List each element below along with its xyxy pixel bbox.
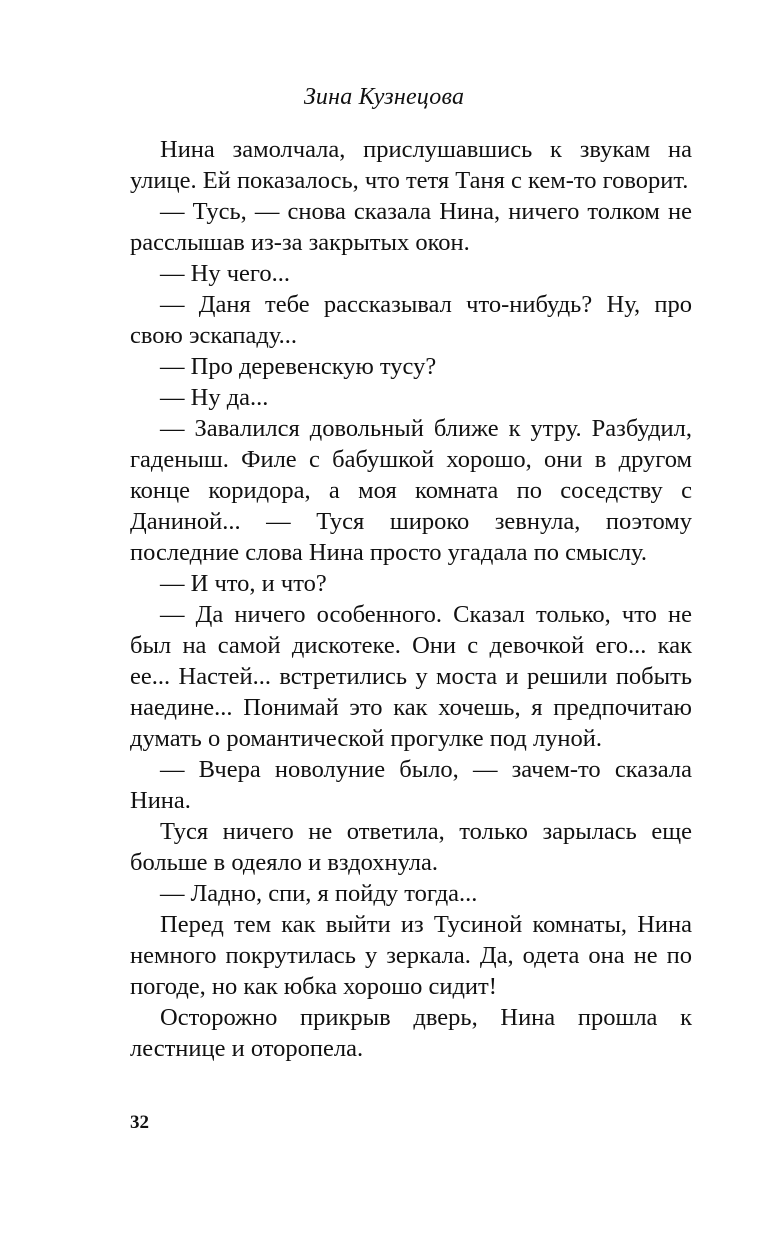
paragraph: — Завалился довольный ближе к утру. Разбудил, гаденыш. Филе с бабушкой хорошо, они в другом конце коридора, а моя комната по соседству с Даниной... — Туся широко зевнула, поэтому последние слова Нина просто угадала по смыслу. [130, 415, 692, 566]
paragraph: Туся ничего не ответила, только зарылась еще больше в одеяло и вздохнула. [130, 818, 692, 876]
paragraph: — Про деревенскую тусу? [160, 353, 437, 380]
paragraph: — Ну чего... [160, 260, 290, 287]
page-number: 32 [130, 1112, 149, 1133]
paragraph: — Даня тебе рассказывал что-нибудь? Ну, про свою эскападу... [130, 291, 692, 349]
paragraph: Нина замолчала, прислушавшись к звукам на улице. Ей показалось, что тетя Таня с кем-то говорит. [130, 136, 692, 194]
paragraph: Перед тем как выйти из Тусиной комнаты, Нина немного покрутилась у зеркала. Да, одета она не по погоде, но как юбка хорошо сидит! [130, 911, 692, 1000]
paragraph: — Да ничего особенного. Сказал только, что не был на самой дискотеке. Они с девочкой его... как ее... Настей... встретились у моста и решили побыть наедине... Понимай это как хочешь, я предпочитаю думать о романтической прогулке под луной. [130, 601, 692, 752]
running-header-author: Зина Кузнецова [303, 84, 465, 110]
paragraph: — Ну да... [160, 384, 269, 411]
paragraph: — Ладно, спи, я пойду тогда... [160, 880, 478, 907]
paragraph: — И что, и что? [160, 570, 327, 597]
paragraph: Осторожно прикрыв дверь, Нина прошла к лестнице и оторопела. [130, 1004, 692, 1062]
body-text [130, 134, 692, 1064]
paragraph: — Тусь, — снова сказала Нина, ничего толком не расслышав из-за закрытых окон. [130, 198, 692, 256]
paragraph: — Вчера новолуние было, — зачем-то сказала Нина. [130, 756, 692, 814]
